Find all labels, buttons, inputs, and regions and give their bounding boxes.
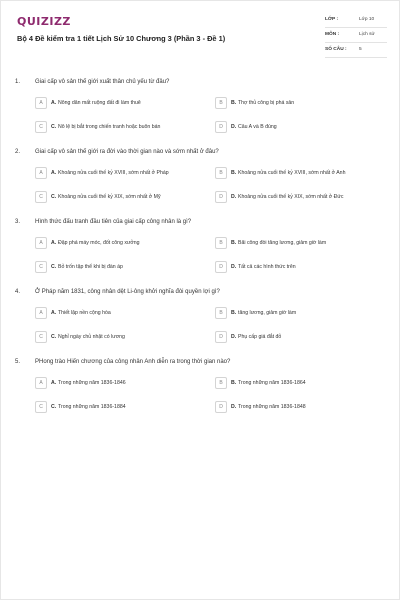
option-text: Trong những năm 1836-1884 [58, 404, 126, 410]
option-text: Bãi công đòi tăng lương, giảm giờ làm [238, 240, 327, 246]
meta-row-class [325, 13, 387, 28]
meta-value: 5 [359, 47, 362, 52]
option-letter: D. [231, 264, 237, 270]
option-box[interactable]: A [35, 167, 47, 179]
option-text: Nô lệ bị bắt trong chiến tranh hoặc buôn bán [58, 124, 161, 130]
option-letter: A. [51, 380, 57, 386]
option-letter: B. [231, 240, 237, 246]
option-box[interactable]: D [215, 261, 227, 273]
option-box[interactable]: B [215, 237, 227, 249]
option-text: Trong những năm 1836-1864 [238, 380, 306, 386]
question-2 [15, 147, 387, 217]
option-letter: D. [231, 194, 237, 200]
question-4 [15, 287, 387, 357]
question-5 [15, 357, 387, 427]
question-text: PHong trào Hiến chương của công nhân Anh diễn ra trong thời gian nào? [35, 359, 231, 365]
option-letter: D. [231, 334, 237, 340]
question-text: Giai cấp vô sản thế giới xuất thân chủ yếu từ đâu? [35, 79, 170, 85]
option-box[interactable]: D [215, 121, 227, 133]
option-box[interactable]: C [35, 401, 47, 413]
option-text: Khoảng nửa cuối thế kỷ XIX, sớm nhất ở Mỹ [58, 194, 161, 200]
option-text: Bỏ trốn tập thể khi bị đàn áp [58, 264, 123, 270]
option-box[interactable]: C [35, 191, 47, 203]
option-box[interactable]: C [35, 331, 47, 343]
meta-value: Lịch sử [359, 32, 375, 37]
option-text: Phụ cấp giá đắt đỏ [238, 334, 282, 340]
option-text: Đập phá máy móc, đốt công xưởng [58, 240, 140, 246]
question-1 [15, 77, 387, 147]
option-text: Thiết lập nền cộng hòa [58, 310, 111, 316]
option-box[interactable]: B [215, 167, 227, 179]
question-number: 1. [15, 79, 21, 85]
option-box[interactable]: A [35, 307, 47, 319]
worksheet-header [17, 13, 387, 63]
option-box[interactable]: D [215, 191, 227, 203]
option-box[interactable]: A [35, 237, 47, 249]
option-text: Khoảng nửa cuối thế kỷ XVIII, sớm nhất ở Pháp [58, 170, 169, 176]
option-letter: B. [231, 380, 237, 386]
option-letter: B. [231, 310, 237, 316]
option-letter: B. [231, 170, 237, 176]
option-text: Khoảng nửa cuối thế kỷ XVIII, sớm nhất ở Anh [238, 170, 346, 176]
option-box[interactable]: A [35, 377, 47, 389]
option-text: Câu A và B đúng [238, 124, 277, 130]
option-letter: C. [51, 334, 57, 340]
question-number: 5. [15, 359, 21, 365]
option-box[interactable]: D [215, 401, 227, 413]
meta-row-subject [325, 28, 387, 43]
question-list [15, 77, 387, 427]
option-letter: C. [51, 264, 57, 270]
option-letter: C. [51, 124, 57, 130]
option-box[interactable]: A [35, 97, 47, 109]
option-text: tăng lương, giảm giờ làm [238, 310, 297, 316]
option-text: Nghỉ ngày chủ nhật có lương [58, 334, 125, 340]
question-number: 4. [15, 289, 21, 295]
option-box[interactable]: D [215, 331, 227, 343]
option-box[interactable]: B [215, 97, 227, 109]
option-box[interactable]: C [35, 261, 47, 273]
meta-value: Lớp 10 [359, 17, 375, 22]
meta-row-question-count [325, 43, 387, 58]
option-text: Tất cả các hình thức trên [238, 264, 296, 270]
worksheet-meta [325, 13, 387, 58]
option-box[interactable]: B [215, 307, 227, 319]
question-number: 3. [15, 219, 21, 225]
option-text: Trong những năm 1836-1846 [58, 380, 126, 386]
meta-key: MÔN : [325, 32, 340, 37]
option-text: Khoảng nửa cuối thế kỷ XIX, sớm nhất ở Đức [238, 194, 344, 200]
question-3 [15, 217, 387, 287]
option-letter: A. [51, 310, 57, 316]
option-letter: A. [51, 240, 57, 246]
option-box[interactable]: B [215, 377, 227, 389]
question-number: 2. [15, 149, 21, 155]
question-text: Hình thức đấu tranh đầu tiên của giai cấp công nhân là gì? [35, 219, 192, 225]
meta-key: LỚP : [325, 17, 339, 22]
option-letter: D. [231, 124, 237, 130]
option-letter: A. [51, 100, 57, 106]
option-text: Trong những năm 1836-1848 [238, 404, 306, 410]
option-box[interactable]: C [35, 121, 47, 133]
option-letter: A. [51, 170, 57, 176]
quizizz-logo: QUIZIZZ [17, 15, 71, 28]
option-letter: D. [231, 404, 237, 410]
option-letter: C. [51, 404, 57, 410]
question-text: Giai cấp vô sản thế giới ra đời vào thời gian nào và sớm nhất ở đâu? [35, 149, 219, 155]
option-text: Thợ thủ công bị phá sản [238, 100, 295, 106]
option-letter: B. [231, 100, 237, 106]
option-text: Nông dân mất ruộng đất đi làm thuê [58, 100, 141, 106]
meta-key: SỐ CÂU : [325, 47, 347, 52]
option-letter: C. [51, 194, 57, 200]
question-text: Ở Pháp năm 1831, công nhân dệt Li-ông khởi nghĩa đòi quyền lợi gì? [35, 289, 220, 295]
worksheet-title: Bộ 4 Đề kiểm tra 1 tiết Lịch Sử 10 Chương 3 (Phần 3 - Đề 1) [17, 34, 226, 43]
